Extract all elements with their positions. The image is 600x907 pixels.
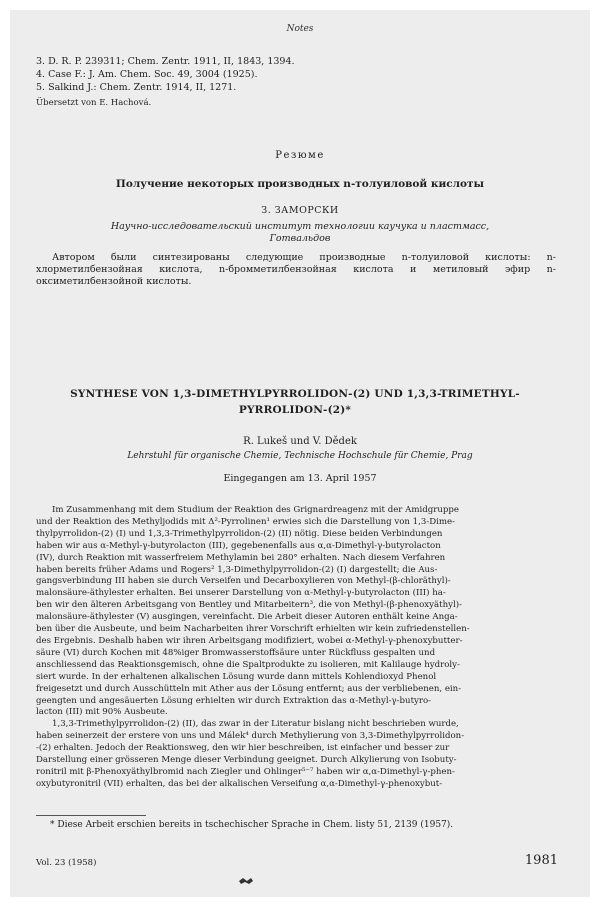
- body-line: Darstellung einer grösseren Menge dieser Verbindung geeignet. Durch Alkylierung von Isobuty-: [36, 755, 457, 766]
- resume-abstract: Автором были синтезированы следующие производные n-толуиловой кислоты: n-хлорметилбензойная кислота, n-бромметилбензойная кислота и метиловый эфир n-оксиметилбензойной кислоты.: [36, 252, 556, 287]
- body-line: ben wir den älteren Arbeitsgang von Bentley und Mitarbeitern³, die von Methyl-(β-phenoxyäthyl)-: [36, 600, 462, 611]
- body-line: haben seinerzeit der erstere von uns und Málek⁴ durch Methylierung von 3,3-Dimethylpyrrolidon-: [36, 731, 465, 742]
- body-line: Im Zusammenhang mit dem Studium der Reaktion des Grignardreagenz mit der Amidgruppe: [52, 505, 459, 515]
- body-line: oxybutyronitril (VII) erhalten, das bei der alkalischen Verseifung α,α-Dimethyl-γ-phenoxybut-: [36, 778, 443, 789]
- article-body: [36, 505, 558, 791]
- resume-institution-line: Готвальдов: [269, 233, 331, 244]
- body-line: siert wurde. In der erhaltenen alkalischen Lösung wurde dann mittels Kohlendioxyd Phenol: [36, 671, 437, 682]
- body-line: -(2) erhalten. Jedoch der Reaktionsweg, den wir hier beschreiben, ist einfacher und besser zur: [36, 743, 450, 754]
- article-title-line: SYNTHESE VON 1,3-DIMETHYLPYRROLIDON-(2) UND 1,3,3-TRIMETHYL-: [70, 388, 520, 400]
- resume-institution-line: Научно-исследовательский институт технологии каучука и пластмасс,: [110, 221, 490, 232]
- resume-author: З. ЗАМОРСКИ: [261, 205, 339, 216]
- volume-info: Vol. 23 (1958): [36, 858, 97, 868]
- body-line: freigesetzt und durch Ausschütteln mit Äther aus der Lösung entfernt; aus der verbliebenen, ein-: [36, 683, 462, 694]
- footnote-divider: [36, 815, 146, 816]
- article-institution: Lehrstuhl für organische Chemie, Technische Hochschule für Chemie, Prag: [127, 451, 473, 461]
- body-line: thylpyrrolidon-(2) (I) und 1,3,3-Trimethylpyrrolidon-(2) (II) nötig. Diese beiden Verbindungen: [36, 528, 443, 539]
- body-line: haben bereits früher Adams und Rogers² 1,3-Dimethylpyrrolidon-(2) (I) dargestellt; die Aus-: [36, 564, 438, 575]
- journal-page: [10, 10, 590, 897]
- article-title: [40, 386, 550, 418]
- resume-institution: [10, 221, 590, 245]
- reference-item: 4. Case F.: J. Am. Chem. Soc. 49, 3004 (1925).: [36, 69, 258, 80]
- body-line: 1,3,3-Trimethylpyrrolidon-(2) (II), das zwar in der Literatur bislang nicht beschrieben wurde,: [52, 719, 459, 730]
- body-line: anschliessend das Reaktionsgemisch, ohne die Spaltprodukte zu isolieren, mit Kalilauge hydroly-: [36, 659, 460, 670]
- body-line: ben über die Ausbeute, und beim Nacharbeiten ihrer Vorschrift erhielten wir kein zufriedenstellen-: [36, 624, 470, 635]
- resume-heading: Резюме: [275, 150, 325, 161]
- body-line: gangsverbindung III haben sie durch Verseifen und Decarboxylieren von Methyl-(β-chloräthyl)-: [36, 576, 451, 587]
- footnote: * Diese Arbeit erschien bereits in tschechischer Sprache in Chem. listy 51, 2139 (1957).: [50, 820, 454, 830]
- article-authors: R. Lukeš und V. Dědek: [243, 436, 357, 447]
- body-line: geengten und angesäuerten Lösung erhielten wir durch Extraktion das α-Methyl-γ-butyro-: [36, 695, 432, 706]
- reference-item: 3. D. R. P. 239311; Chem. Zentr. 1911, II, 1843, 1394.: [36, 56, 295, 67]
- body-line: lacton (III) mit 90% Ausbeute.: [36, 707, 168, 718]
- body-line: (IV), durch Reaktion mit wasserfreiem Methylamin bei 280° erhalten. Nach diesem Verfahren: [36, 552, 446, 563]
- reference-item: 5. Salkind J.: Chem. Zentr. 1914, II, 1271.: [36, 82, 237, 93]
- body-line: haben wir aus α-Methyl-γ-butyrolacton (III), gegebenenfalls aus α,α-Dimethyl-γ-butyrolacton: [36, 540, 441, 551]
- running-header: Notes: [286, 24, 314, 34]
- reference-list: [36, 55, 556, 94]
- page-number: 1981: [524, 853, 558, 868]
- body-line: säure (VI) durch Kochen mit 48%iger Bromwasserstoffsäure unter Rückfluss gespalten und: [36, 647, 436, 658]
- body-line: malonsäure-äthylester (V) ausgingen, vereinfacht. Die Arbeit dieser Autoren enthält keine Anga-: [36, 612, 458, 623]
- body-line: des Ergebnis. Deshalb haben wir ihren Arbeitsgang modifiziert, wobei α-Methyl-γ-phenoxybutter-: [36, 635, 463, 646]
- body-line: und der Reaktion des Methyljodids mit Δ²-Pyrrolinen¹ erwies sich die Darstellung von 1,3-Dime-: [36, 516, 456, 527]
- resume-subtitle: Получение некоторых производных n-толуиловой кислоты: [115, 178, 485, 190]
- printer-mark-icon: [238, 876, 254, 886]
- body-line: ronitril mit β-Phenoxyäthylbromid nach Ziegler und Ohlinger⁵⁻⁷ haben wir α,α-Dimethyl-γ-phen-: [36, 766, 455, 777]
- article-title-line: PYRROLIDON-(2)*: [238, 404, 352, 416]
- article-received-date: Eingegangen am 13. April 1957: [223, 473, 377, 484]
- body-line: malonsäure-äthylester erhalten. Bei unserer Darstellung von α-Methyl-γ-butyrolacton (III) ha-: [36, 588, 446, 599]
- translator-note: Übersetzt von E. Hachová.: [36, 98, 152, 108]
